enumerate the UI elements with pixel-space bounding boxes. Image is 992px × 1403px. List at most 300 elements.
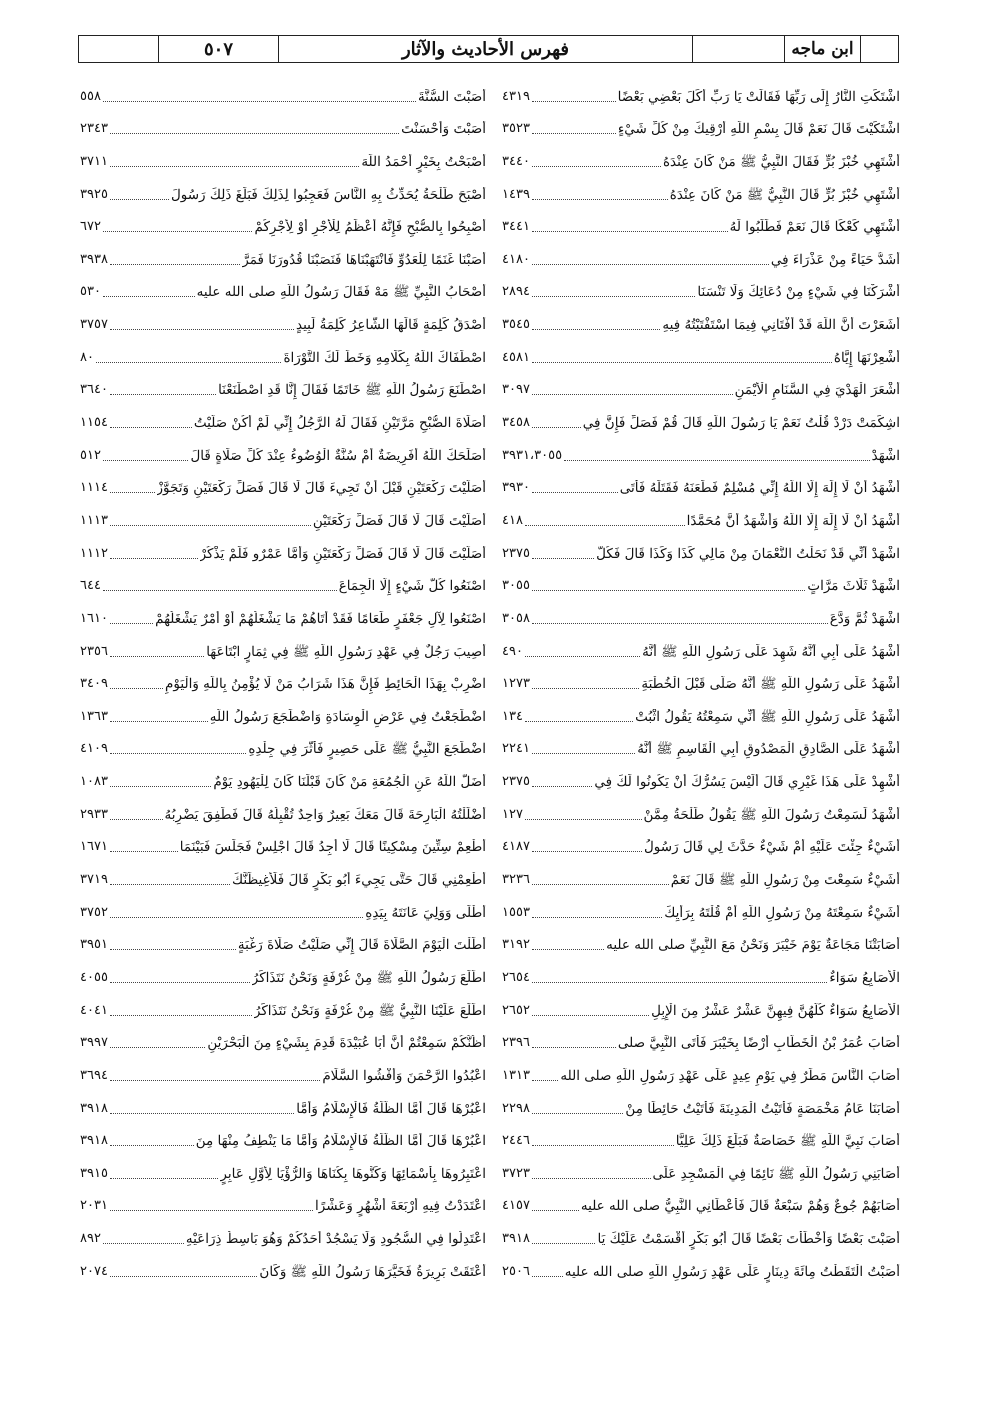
dot-leader — [110, 688, 163, 689]
hadith-incipit: اصْطَنَعَ رَسُولُ اللَّهِ ﷺ خَاتَمًا فَقَالَ إِنَّا قَدِ اصْطَنَعْنَا — [218, 382, 486, 399]
hadith-number: ١٢٧ — [502, 806, 523, 822]
dot-leader — [532, 1243, 596, 1244]
hadith-number: ٣٦٤٠ — [80, 382, 108, 398]
index-entry — [502, 566, 900, 599]
index-entry — [502, 827, 900, 860]
index-entry — [80, 1088, 486, 1121]
hadith-incipit: اعْتَدِلُوا فِي السُّجُودِ وَلَا يَسْجُدْ أَحَدُكُمْ وَهُوَ بَاسِطٌ ذِرَاعَيْهِ — [185, 1231, 486, 1248]
hadith-number: ٨٠ — [80, 349, 94, 365]
hadith-number: ١١١٤ — [80, 480, 108, 496]
hadith-incipit: اشْتَكَتِ النَّارُ إِلَى رَبِّهَا فَقَالَتْ يَا رَبِّ أَكَلَ بَعْضِي بَعْضًا — [617, 88, 900, 105]
hadith-incipit: أَشْتَهِي خُبْزَ بُرٍّ قَالَ النَّبِيُّ ﷺ مَنْ كَانَ عِنْدَهُ — [669, 186, 900, 203]
hadith-incipit: اضْطَجَعْتُ فِي عَرْضِ الْوِسَادَةِ وَاضْطَجَعَ رَسُولُ اللَّهِ — [209, 708, 486, 725]
index-entry — [502, 174, 900, 207]
index-entry — [502, 957, 900, 990]
hadith-incipit: أَصْبَحَ طَلْحَةُ يُحَدِّثُ بِهِ النَّاسَ فَعَجِبُوا لِذَلِكَ فَبَلَغَ ذَلِكَ رَسُولَ — [170, 186, 486, 203]
hadith-incipit: أَصْبَحْتُ بِخَيْرٍ أَحْمَدُ اللَّهَ — [361, 153, 486, 170]
hadith-number: ٢٤٤٦ — [502, 1133, 530, 1149]
index-entry — [80, 892, 486, 925]
hadith-number: ٤٣١٩ — [502, 88, 530, 104]
index-entry — [80, 990, 486, 1023]
hadith-incipit: أَظُنُّكُمْ سَمِعْتُمْ أَنَّ أَبَا عُبَيْدَةَ قَدِمَ بِشَيْءٍ مِنَ الْبَحْرَيْنِ — [207, 1035, 486, 1052]
hadith-number: ٥٣٠ — [80, 284, 101, 300]
hadith-number: ٣٩٣٨ — [80, 251, 108, 267]
hadith-incipit: أَصَابَ النَّاسَ مَطَرٌ فِي يَوْمِ عِيدٍ عَلَى عَهْدِ رَسُولِ اللَّهِ صلى الله — [560, 1067, 900, 1084]
header-blank-cell — [79, 36, 158, 62]
index-entry — [502, 239, 900, 272]
dot-leader — [110, 753, 246, 754]
hadith-incipit: أَشَيْءٌ جِئْتَ عَلَيْهِ أَمْ شَيْءٌ حَدَّثَ لِي قَالَ رَسُولُ — [643, 839, 900, 856]
dot-leader — [103, 1243, 184, 1244]
hadith-number: ٤٩٠ — [502, 643, 523, 659]
hadith-number: ٤١٨٠ — [502, 251, 530, 267]
index-column-left — [80, 76, 486, 1284]
hadith-number: ١٤٣٩ — [502, 186, 530, 202]
index-entry — [502, 794, 900, 827]
hadith-number: ٣٥٤٥ — [502, 317, 530, 333]
index-entry — [80, 500, 486, 533]
index-entry — [502, 141, 900, 174]
dot-leader — [103, 101, 416, 102]
index-title: فهرس الأحاديث والآثار — [278, 36, 692, 62]
index-entry — [502, 500, 900, 533]
hadith-incipit: أَشْهَدُ لَسَمِعْتُ رَسُولَ اللَّهِ ﷺ يَقُولُ طَلْحَةُ مِمَّنْ — [643, 806, 900, 823]
hadith-incipit: أَشْهَدُ عَلَى رَسُولِ اللَّهِ ﷺ أَنَّهُ صَلَّى قَبْلَ الْخُطْبَةِ — [641, 676, 900, 693]
dot-leader — [532, 296, 695, 297]
hadith-number: ٢٦٥٤ — [502, 969, 530, 985]
hadith-incipit: أَصَلَاةَ الصُّبْحِ مَرَّتَيْنِ فَقَالَ لَهُ الرَّجُلُ إِنِّي لَمْ أَكُنْ صَلَّيْتُ — [193, 415, 486, 432]
dot-leader — [532, 329, 660, 330]
hadith-incipit: أَصَابَتْنَا مَجَاعَةٌ يَوْمَ خَيْبَرَ وَنَحْنُ مَعَ النَّبِيِّ صلى الله عليه — [606, 937, 900, 954]
index-entry — [502, 272, 900, 305]
hadith-incipit: أَضْلَلْتُهُ الْبَارِحَةَ قَالَ مَعَكَ بَعِيرٌ وَاحِدٌ تُقْبِلُهُ قَالَ فَطَفِقَ يَضْرِبُهُ — [164, 806, 486, 823]
hadith-number: ٢٩٣٣ — [80, 806, 108, 822]
hadith-number: ٣٩١٨ — [80, 1133, 108, 1149]
index-entry — [80, 1121, 486, 1154]
hadith-number: ٢٨٩٤ — [502, 284, 530, 300]
index-entry — [502, 533, 900, 566]
hadith-incipit: أَطَلْتَ الْيَوْمَ الصَّلَاةَ قَالَ إِنِّي صَلَّيْتُ صَلَاةَ رَغْبَةٍ — [237, 937, 486, 954]
header-blank-cell — [692, 36, 784, 62]
dot-leader — [110, 819, 163, 820]
hadith-number: ٣٦٩٤ — [80, 1067, 108, 1083]
dot-leader — [532, 590, 805, 591]
hadith-incipit: أَضَلَّ اللَّهُ عَنِ الْجُمُعَةِ مَنْ كَانَ قَبْلَنَا كَانَ لِلْيَهُودِ يَوْمٌ — [213, 774, 486, 791]
index-entry — [502, 729, 900, 762]
index-entry — [80, 925, 486, 958]
hadith-number: ١٢٧٣ — [502, 676, 530, 692]
index-entry — [502, 1186, 900, 1219]
hadith-incipit: اشِكَمَتْ دَرْدْ قُلْتُ نَعَمْ يَا رَسُولَ اللَّهِ قَالَ قُمْ فَصَلِّ فَإِنَّ فِي — [582, 415, 900, 432]
index-entry — [80, 1055, 486, 1088]
index-entry — [502, 598, 900, 631]
hadith-number: ٢٢٤١ — [502, 741, 530, 757]
index-entry — [502, 925, 900, 958]
index-entry — [80, 1023, 486, 1056]
hadith-incipit: أَشَيْءٌ سَمِعْتَ مِنْ رَسُولِ اللَّهِ ﷺ قَالَ نَعَمْ — [670, 872, 900, 889]
dot-leader — [532, 101, 616, 102]
hadith-number: ٣٩١٨ — [502, 1231, 530, 1247]
hadith-incipit: الْأَصَابِعُ سَوَاءٌ كُلُّهُنَّ فِيهِنَّ عَشْرٌ عَشْرٌ مِنَ الْإِبِلِ — [651, 1002, 900, 1019]
hadith-incipit: اشْهَدْ — [871, 447, 900, 464]
hadith-incipit: اشْهَدْ أَنِّي قَدْ نَحَلْتُ النُّعْمَانَ مِنْ مَالِي كَذَا وَكَذَا قَالَ فَكُلَّ — [596, 545, 900, 562]
header-blank-cell — [860, 36, 898, 62]
index-entry — [502, 631, 900, 664]
index-entry — [80, 566, 486, 599]
hadith-incipit: اطَّلَعَ عَلَيْنَا النَّبِيُّ ﷺ مِنْ غُرْفَةٍ وَنَحْنُ نَتَذَاكَرُ — [253, 1002, 486, 1019]
dot-leader — [532, 1276, 563, 1277]
hadith-incipit: أَصَابَهُمْ جُوعٌ وَهُمْ سَبْعَةٌ قَالَ فَأَعْطَانِي النَّبِيُّ صلى الله عليه — [580, 1198, 900, 1215]
hadith-number: ١٣٦٣ — [80, 708, 108, 724]
dot-leader — [103, 590, 337, 591]
dot-leader — [532, 884, 669, 885]
dot-leader — [532, 394, 733, 395]
hadith-incipit: أَصَلَّيْتَ قَالَ لَا قَالَ فَصَلِّ رَكْعَتَيْنِ وَأَمَّا عَمْرٌو فَلَمْ يَذْكُرْ — [199, 545, 486, 562]
index-entry — [502, 1121, 900, 1154]
index-entry — [80, 761, 486, 794]
hadith-incipit: أَشْهَدُ عَلَى أَبِي أَنَّهُ شَهِدَ عَلَى رَسُولِ اللَّهِ ﷺ أَنَّهُ — [642, 643, 900, 660]
index-entry — [80, 435, 486, 468]
hadith-number: ٢٣٩٦ — [502, 1035, 530, 1051]
dot-leader — [532, 753, 635, 754]
hadith-number: ٢٣٤٣ — [80, 121, 108, 137]
index-entry — [502, 304, 900, 337]
hadith-number: ١٣٤ — [502, 708, 523, 724]
hadith-number: ٢٥٠٦ — [502, 1263, 530, 1279]
index-entry — [80, 468, 486, 501]
hadith-number: ٣٩٢٥ — [80, 186, 108, 202]
hadith-number: ٣٧٥٢ — [80, 904, 108, 920]
hadith-number: ٤٠٤١ — [80, 1002, 108, 1018]
index-entry — [80, 76, 486, 109]
hadith-number: ٨٩٢ — [80, 1231, 101, 1247]
dot-leader — [110, 623, 153, 624]
index-entry — [80, 207, 486, 240]
hadith-number: ٢٣٥٦ — [80, 643, 108, 659]
hadith-number: ٦٧٢ — [80, 219, 101, 235]
hadith-number: ٢٣٧٥ — [502, 545, 530, 561]
index-entry — [502, 696, 900, 729]
index-entry — [502, 402, 900, 435]
hadith-incipit: أَصْبِحُوا بِالصُّبْحِ فَإِنَّهُ أَعْظَمُ لِلْأَجْرِ أَوْ لِأَجْرِكُمْ — [254, 219, 486, 236]
hadith-incipit: أَصَلَّيْتَ قَالَ لَا قَالَ فَصَلِّ رَكْعَتَيْنِ — [312, 512, 486, 529]
index-entry — [502, 1153, 900, 1186]
hadith-incipit: اعْتَبِرُوهَا بِأَسْمَائِهَا وَكَنُّوهَا بِكُنَاهَا وَالرُّؤْيَا لِأَوَّلِ عَابِرٍ — [220, 1165, 486, 1182]
dot-leader — [532, 1015, 649, 1016]
hadith-incipit: أَصَابَ عُمَرُ بْنُ الْخَطَّابِ أَرْضًا بِخَيْبَرَ فَأَتَى النَّبِيَّ صلى — [617, 1035, 900, 1052]
dot-leader — [110, 394, 216, 395]
hadith-number: ٣٢٣٦ — [502, 872, 530, 888]
index-entry — [80, 109, 486, 142]
index-entry — [502, 76, 900, 109]
index-entry — [502, 1218, 900, 1251]
hadith-number: ٤٥٨١ — [502, 349, 530, 365]
hadith-number: ٣٧٢٣ — [502, 1165, 530, 1181]
dot-leader — [532, 166, 661, 167]
hadith-number: ٢٠٧٤ — [80, 1263, 108, 1279]
hadith-number: ١١١٣ — [80, 512, 108, 528]
hadith-number: ٣٩٣١،٣٠٥٥ — [502, 447, 563, 463]
index-entry — [80, 664, 486, 697]
hadith-incipit: أَصَابَنِي رَسُولُ اللَّهِ ﷺ نَائِمًا فِي الْمَسْجِدِ عَلَى — [652, 1165, 900, 1182]
dot-leader — [96, 362, 281, 363]
page-number: ٥٠٧ — [158, 36, 278, 62]
index-entry — [80, 141, 486, 174]
hadith-number: ٣٧٥٧ — [80, 317, 108, 333]
index-entry — [502, 370, 900, 403]
dot-leader — [110, 558, 198, 559]
hadith-number: ٣٤٥٨ — [502, 415, 530, 431]
index-entry — [502, 109, 900, 142]
hadith-incipit: اشْتَكَيْتَ قَالَ نَعَمْ قَالَ بِسْمِ اللَّهِ أَرْقِيكَ مِنْ كُلِّ شَيْءٍ — [617, 121, 900, 138]
hadith-incipit: أَشَيْءٌ سَمِعْتَهُ مِنْ رَسُولِ اللَّهِ أَمْ قُلْتَهُ بِرَأْيِكَ — [664, 904, 900, 921]
dot-leader — [110, 199, 169, 200]
dot-leader — [532, 917, 662, 918]
hadith-number: ٣٤٤١ — [502, 219, 530, 235]
hadith-number: ١١١٢ — [80, 545, 108, 561]
dot-leader — [110, 1145, 194, 1146]
dot-leader — [110, 1276, 257, 1277]
hadith-incipit: اصْنَعُوا كُلَّ شَيْءٍ إِلَّا الْجِمَاعَ — [338, 578, 486, 595]
index-entry — [80, 304, 486, 337]
hadith-number: ٣٩١٨ — [80, 1100, 108, 1116]
hadith-number: ١٦١٠ — [80, 610, 108, 626]
index-entry — [80, 598, 486, 631]
hadith-incipit: أَشْعِرْنَهَا إِيَّاهُ — [833, 349, 900, 366]
hadith-number: ٣٩٩٧ — [80, 1035, 108, 1051]
hadith-incipit: أَشْهَدُ أَنْ لَا إِلَهَ إِلَّا اللَّهُ إِنِّي مُسْلِمٌ فَطَعَنَهُ فَقَتَلَهُ فَأَتَى — [619, 480, 900, 497]
hadith-number: ٢٣٧٥ — [502, 774, 530, 790]
hadith-incipit: أَصَلَحَكَ اللَّهُ أَفَرِيضَةٌ أَمْ سُنَّةٌ الْوُضُوءُ عِنْدَ كُلِّ صَلَاةٍ قَالَ — [190, 447, 486, 464]
index-entry — [80, 794, 486, 827]
dot-leader — [110, 427, 192, 428]
dot-leader — [110, 525, 311, 526]
dot-leader — [103, 460, 189, 461]
dot-leader — [532, 558, 594, 559]
dot-leader — [532, 133, 616, 134]
dot-leader — [532, 362, 832, 363]
hadith-incipit: أَصَابَ نَبِيَّ اللَّهِ ﷺ خَصَاصَةٌ فَبَلَغَ ذَلِكَ عَلِيًّا — [675, 1133, 900, 1150]
hadith-number: ٦٤٤ — [80, 578, 101, 594]
hadith-incipit: اضْطَجَعَ النَّبِيُّ ﷺ عَلَى حَصِيرٍ فَأَثَّرَ فِي جِلْدِهِ — [248, 741, 486, 758]
hadith-incipit: اعْبُرْهَا قَالَ أَمَّا الظُّلَّةُ فَالْإِسْلَامُ وَأَمَّا مَا يَنْطِفُ مِنْهَا مِنَ — [195, 1133, 486, 1150]
dot-leader — [110, 329, 294, 330]
dot-leader — [532, 1080, 558, 1081]
hadith-incipit: أَشْهِدْ عَلَى هَذَا غَيْرِي قَالَ أَلَيْسَ يَسُرُّكَ أَنْ يَكُونُوا لَكَ فِي — [594, 774, 900, 791]
book-name: ابن ماجه — [784, 36, 860, 62]
index-column-right — [502, 76, 900, 1284]
index-entry — [80, 729, 486, 762]
hadith-number: ٤١٥٧ — [502, 1198, 530, 1214]
index-entry — [80, 1186, 486, 1219]
index-entry — [80, 272, 486, 305]
hadith-incipit: أَطْعِمْ سِتِّينَ مِسْكِينًا قَالَ لَا أَجِدُ قَالَ اجْلِسْ فَجَلَسَ فَبَيْنَمَا — [179, 839, 486, 856]
dot-leader — [532, 786, 592, 787]
hadith-number: ٣٤٠٩ — [80, 676, 108, 692]
hadith-number: ٤١٠٩ — [80, 741, 108, 757]
hadith-incipit: اشْهَدْ ثَلَاثَ مَرَّاتٍ — [807, 578, 900, 595]
hadith-number: ٣٠٩٧ — [502, 382, 530, 398]
dot-leader — [110, 917, 363, 918]
index-entry — [80, 370, 486, 403]
hadith-incipit: أَصَبْتُ الْتَقَطْتُ مِائَةَ دِينَارٍ عَلَى عَهْدِ رَسُولِ اللَّهِ صلى الله عليه — [564, 1263, 900, 1280]
index-entry — [80, 1251, 486, 1284]
hadith-incipit: أَصَبْتَ وَأَحْسَنْتَ — [401, 121, 486, 138]
dot-leader — [525, 721, 633, 722]
dot-leader — [110, 949, 236, 950]
dot-leader — [110, 264, 240, 265]
hadith-incipit: اعْبُرْهَا قَالَ أَمَّا الظُّلَّةُ فَالْإِسْلَامُ وَأَمَّا — [296, 1100, 486, 1117]
hadith-number: ٣٥٢٣ — [502, 121, 530, 137]
hadith-number: ٣٩٣٠ — [502, 480, 530, 496]
dot-leader — [110, 1210, 313, 1211]
dot-leader — [525, 525, 685, 526]
hadith-incipit: اصْنَعُوا لِآلِ جَعْفَرٍ طَعَامًا فَقَدْ أَتَاهُمْ مَا يَشْغَلُهُمْ أَوْ أَمْرٌ يَشْغَلُهُمْ — [155, 610, 486, 627]
hadith-number: ١١٥٤ — [80, 415, 108, 431]
index-entry — [80, 1218, 486, 1251]
hadith-incipit: أَشْتَهِي كَعْكًا قَالَ نَعَمْ فَطَلَبُوا لَهُ — [729, 219, 900, 236]
dot-leader — [110, 884, 230, 885]
index-entry — [502, 1088, 900, 1121]
dot-leader — [532, 199, 668, 200]
dot-leader — [532, 1210, 579, 1211]
hadith-number: ١٥٥٣ — [502, 904, 530, 920]
index-entry — [80, 1153, 486, 1186]
dot-leader — [110, 1178, 218, 1179]
dot-leader — [532, 1113, 623, 1114]
dot-leader — [103, 296, 195, 297]
hadith-number: ٣٤٤٠ — [502, 153, 530, 169]
dot-leader — [110, 721, 208, 722]
hadith-incipit: أَشْعَرَ الْهَدْيَ فِي السَّنَامِ الْأَيْمَنِ — [734, 382, 900, 399]
index-entry — [80, 631, 486, 664]
dot-leader — [525, 656, 640, 657]
hadith-incipit: اشْهَدْ ثُمَّ وَدَّعَ — [829, 610, 900, 627]
index-entry — [80, 402, 486, 435]
hadith-incipit: أَعْتَقَتْ بَرِيرَةُ فَخَيَّرَهَا رَسُولُ اللَّهِ ﷺ وَكَانَ — [259, 1263, 486, 1280]
page-header — [78, 35, 899, 63]
dot-leader — [110, 492, 155, 493]
hadith-incipit: أَشْهَدُ أَنْ لَا إِلَهَ إِلَّا اللَّهُ وَأَشْهَدُ أَنَّ مُحَمَّدًا — [686, 512, 900, 529]
hadith-number: ٥٥٨ — [80, 88, 101, 104]
hadith-number: ١٦٧١ — [80, 839, 108, 855]
dot-leader — [110, 1015, 252, 1016]
dot-leader — [110, 1047, 205, 1048]
dot-leader — [532, 1047, 616, 1048]
index-entry — [80, 533, 486, 566]
dot-leader — [532, 623, 828, 624]
hadith-number: ٤٠٥٥ — [80, 969, 108, 985]
dot-leader — [110, 1080, 320, 1081]
hadith-number: ١٠٨٣ — [80, 774, 108, 790]
hadith-incipit: اطَّلَعَ رَسُولُ اللَّهِ ﷺ مِنْ غُرْفَةٍ وَنَحْنُ نَتَذَاكَرُ — [251, 969, 486, 986]
index-entry — [502, 337, 900, 370]
hadith-incipit: أُصِيبَ رَجُلٌ فِي عَهْدِ رَسُولِ اللَّهِ ﷺ فِي ثِمَارٍ ابْتَاعَهَا — [206, 643, 486, 660]
dot-leader — [532, 688, 639, 689]
hadith-incipit: أَطْلَى وَوَلِيَ عَانَتَهُ بِيَدِهِ — [365, 904, 486, 921]
hadith-incipit: اعْتَدَدْتُ فِيهِ أَرْبَعَةَ أَشْهُرٍ وَعَشْرًا — [315, 1198, 486, 1215]
hadith-incipit: أَشَعَرْتَ أَنَّ اللَّهَ قَدْ أَفْتَانِي فِيمَا اسْتَفْتَيْتُهُ فِيهِ — [662, 317, 900, 334]
hadith-number: ٢٢٩٨ — [502, 1100, 530, 1116]
dot-leader — [532, 949, 604, 950]
dot-leader — [525, 819, 642, 820]
hadith-number: ٣٠٥٨ — [502, 610, 530, 626]
dot-leader — [532, 1178, 651, 1179]
index-entry — [80, 696, 486, 729]
index-entry — [502, 1055, 900, 1088]
hadith-incipit: أَشْرَكْنَا فِي شَيْءٍ مِنْ دُعَائِكَ وَلَا تَنْسَنَا — [697, 284, 900, 301]
hadith-number: ٤١٨٧ — [502, 839, 530, 855]
dot-leader — [532, 231, 728, 232]
hadith-number: ٣٧١١ — [80, 153, 108, 169]
hadith-incipit: أَصْحَابُ النَّبِيِّ ﷺ مَهْ فَقَالَ رَسُولُ اللَّهِ صلى الله عليه — [196, 284, 486, 301]
dot-leader — [110, 851, 178, 852]
dot-leader — [564, 460, 870, 461]
dot-leader — [532, 492, 618, 493]
hadith-incipit: أَصَبْتَ السُّنَّةَ — [417, 88, 486, 105]
index-entry — [80, 827, 486, 860]
hadith-number: ١٣١٣ — [502, 1067, 530, 1083]
dot-leader — [103, 231, 253, 232]
index-entry — [80, 337, 486, 370]
index-entry — [502, 990, 900, 1023]
dot-leader — [110, 786, 211, 787]
dot-leader — [532, 427, 581, 428]
index-entry — [502, 761, 900, 794]
index-entry — [502, 468, 900, 501]
hadith-number: ٣١٩٢ — [502, 937, 530, 953]
hadith-incipit: أَصَبْتَ بَعْضًا وَأَخْطَأْتَ بَعْضًا قَالَ أَبُو بَكْرٍ أَقْسَمْتُ عَلَيْكَ يَا — [597, 1231, 900, 1248]
hadith-number: ٤١٨ — [502, 512, 523, 528]
hadith-number: ٢٠٣١ — [80, 1198, 108, 1214]
hadith-incipit: اضْرِبْ بِهَذَا الْحَائِطِ فَإِنَّ هَذَا شَرَابُ مَنْ لَا يُؤْمِنُ بِاللَّهِ وَالْيَوْمِ — [165, 676, 486, 693]
hadith-incipit: أَشْتَهِي خُبْزَ بُرٍّ فَقَالَ النَّبِيُّ ﷺ مَنْ كَانَ عِنْدَهُ — [662, 153, 900, 170]
index-entry — [502, 1023, 900, 1056]
hadith-incipit: أَطْعِمْنِي قَالَ حَتَّى يَجِيءَ أَبُو بَكْرٍ قَالَ فَلَأُغِيظَنَّكَ — [232, 872, 486, 889]
dot-leader — [532, 982, 827, 983]
index-entry — [502, 207, 900, 240]
index-entry — [502, 435, 900, 468]
index-entry — [502, 892, 900, 925]
hadith-number: ٣٧١٩ — [80, 872, 108, 888]
hadith-incipit: أَصَبْنَا غَنَمًا لِلْعَدُوِّ فَانْتَهَبْنَاهَا فَنَصَبْنَا قُدُورَنَا فَمَرَّ — [242, 251, 486, 268]
dot-leader — [110, 1113, 294, 1114]
dot-leader — [532, 264, 769, 265]
dot-leader — [532, 851, 642, 852]
index-entry — [80, 239, 486, 272]
hadith-incipit: أَشْهَدُ عَلَى رَسُولِ اللَّهِ ﷺ أَنِّي سَمِعْتُهُ يَقُولُ اثْبُتْ — [635, 708, 900, 725]
dot-leader — [110, 133, 399, 134]
hadith-number: ٣٩٥١ — [80, 937, 108, 953]
index-entry — [80, 957, 486, 990]
hadith-number: ٣٠٥٥ — [502, 578, 530, 594]
hadith-number: ٣٩١٥ — [80, 1165, 108, 1181]
hadith-incipit: اصْطَفَاكَ اللَّهُ بِكَلَامِهِ وَخَطَّ لَكَ التَّوْرَاةَ — [283, 349, 486, 366]
index-entry — [502, 664, 900, 697]
hadith-incipit: الْأَصَابِعُ سَوَاءٌ — [829, 969, 900, 986]
index-entry — [502, 859, 900, 892]
index-entry — [80, 174, 486, 207]
hadith-incipit: أَشْهَدُ عَلَى الصَّادِقِ الْمَصْدُوقِ أَبِي الْقَاسِمِ ﷺ أَنَّهُ — [637, 741, 900, 758]
hadith-number: ٢٦٥٢ — [502, 1002, 530, 1018]
hadith-incipit: أَشَدُّ حَيَاءً مِنْ عَذْرَاءَ فِي — [770, 251, 900, 268]
index-entry — [502, 1251, 900, 1284]
index-entry — [80, 859, 486, 892]
dot-leader — [532, 1145, 674, 1146]
dot-leader — [110, 656, 204, 657]
hadith-incipit: اعْبُدُوا الرَّحْمَنَ وَأَفْشُوا السَّلَامَ — [322, 1067, 486, 1084]
hadith-number: ٥١٢ — [80, 447, 101, 463]
